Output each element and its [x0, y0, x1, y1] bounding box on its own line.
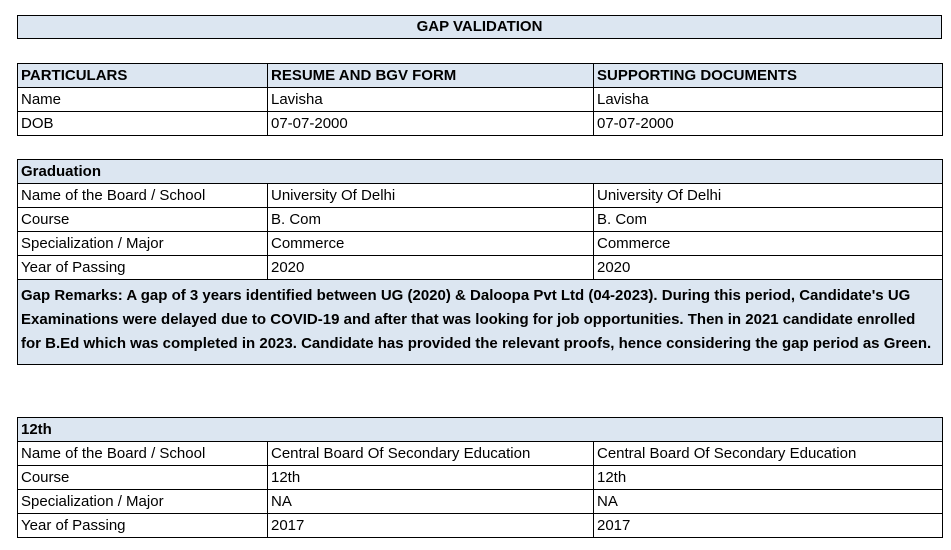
resume-value: 2020 [268, 256, 594, 280]
docs-value: NA [594, 490, 943, 514]
section-heading-row [18, 160, 943, 184]
row-label: Name [18, 88, 268, 112]
page-title: GAP VALIDATION [17, 15, 942, 39]
resume-value: 12th [268, 466, 594, 490]
table-row [18, 112, 943, 136]
docs-value: 2020 [594, 256, 943, 280]
docs-value: 12th [594, 466, 943, 490]
resume-value: Lavisha [268, 88, 594, 112]
gap-remarks-row [18, 280, 943, 365]
section-heading-12th: 12th [18, 418, 943, 442]
docs-value: Commerce [594, 232, 943, 256]
row-label: Name of the Board / School [18, 184, 268, 208]
row-label: Name of the Board / School [18, 442, 268, 466]
twelfth-table [17, 417, 943, 538]
resume-value: Commerce [268, 232, 594, 256]
graduation-table [17, 159, 943, 365]
header-resume-bgv: RESUME AND BGV FORM [268, 64, 594, 88]
section-heading-graduation: Graduation [18, 160, 943, 184]
table-row [18, 208, 943, 232]
resume-value: University Of Delhi [268, 184, 594, 208]
row-label: Course [18, 208, 268, 232]
table-row [18, 442, 943, 466]
resume-value: Central Board Of Secondary Education [268, 442, 594, 466]
header-particulars: PARTICULARS [18, 64, 268, 88]
table-row [18, 232, 943, 256]
resume-value: NA [268, 490, 594, 514]
table-row [18, 88, 943, 112]
header-supporting-docs: SUPPORTING DOCUMENTS [594, 64, 943, 88]
row-label: DOB [18, 112, 268, 136]
docs-value: University Of Delhi [594, 184, 943, 208]
row-label: Specialization / Major [18, 490, 268, 514]
docs-value: B. Com [594, 208, 943, 232]
resume-value: 07-07-2000 [268, 112, 594, 136]
table-header-row [18, 64, 943, 88]
resume-value: B. Com [268, 208, 594, 232]
docs-value: Central Board Of Secondary Education [594, 442, 943, 466]
row-label: Course [18, 466, 268, 490]
section-heading-row [18, 418, 943, 442]
resume-value: 2017 [268, 514, 594, 538]
table-row [18, 184, 943, 208]
gap-remarks: Gap Remarks: A gap of 3 years identified between UG (2020) & Daloopa Pvt Ltd (04-2023). During this period, Candidate's UG Examinations were delayed due to COVID-19 and after that was looking for job opportunities. Then in 2021 candidate enrolled for B.Ed which was completed in 2023. Candidate has provided the relevant proofs, hence considering the gap period as Green. [18, 280, 943, 365]
row-label: Year of Passing [18, 256, 268, 280]
row-label: Specialization / Major [18, 232, 268, 256]
row-label: Year of Passing [18, 514, 268, 538]
docs-value: 2017 [594, 514, 943, 538]
docs-value: 07-07-2000 [594, 112, 943, 136]
table-row [18, 466, 943, 490]
table-row [18, 514, 943, 538]
table-row [18, 256, 943, 280]
personal-details-table [17, 63, 943, 136]
table-row [18, 490, 943, 514]
docs-value: Lavisha [594, 88, 943, 112]
